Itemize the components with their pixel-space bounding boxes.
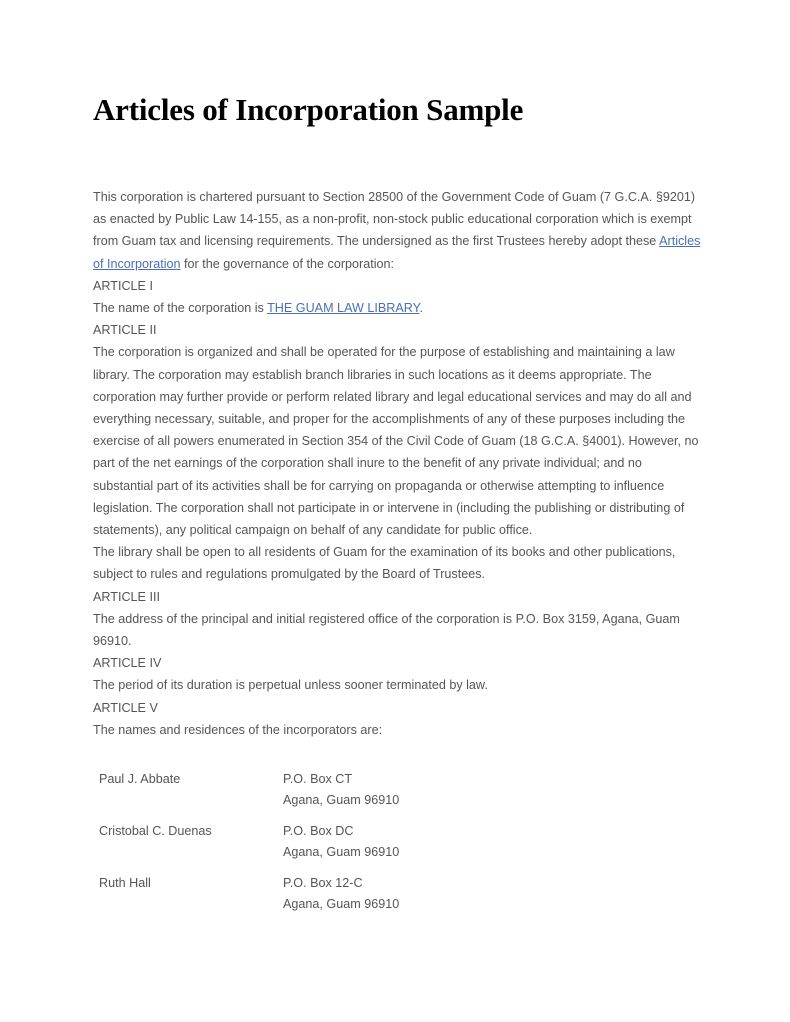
intro-text-end: for the governance of the corporation:: [180, 256, 395, 271]
incorporators-table: [99, 769, 399, 926]
address-line-1: P.O. Box CT: [283, 772, 353, 786]
address-line-2: Agana, Guam 96910: [283, 844, 400, 859]
incorporator-name: Ruth Hall: [99, 876, 151, 891]
incorporator-name: Paul J. Abbate: [99, 772, 181, 786]
address-line-1: P.O. Box 12-C: [283, 876, 363, 891]
document-title: Articles of Incorporation Sample: [93, 92, 524, 127]
article-5-heading: ARTICLE V: [93, 700, 158, 715]
article-4-heading: ARTICLE IV: [93, 656, 162, 671]
article-2-paragraph-1: The corporation is organized and shall be operated for the purpose of establishing and maintaining a law library. The corporation may establish branch libraries in such locations as it deems appropriate. The corporation may further provide or perform related library and legal educational services and may do all and everything necessary, suitable, and proper for the accomplishments of any of these purposes including the exercise of all powers enumerated in Section 354 of the Civil Code of Guam (18 G.C.A. §4001). However, no part of the net earnings of the corporation shall inure to the benefit of any private individual; and no substantial part of its activities shall be for carrying on propaganda or otherwise attempting to influence legislation. The corporation shall not participate in or intervene in (including the publishing or distributing of statements), any political campaign on behalf of any candidate for public office.: [93, 345, 699, 538]
intro-text: This corporation is chartered pursuant to Section 28500 of the Government Code of Guam (7 G.C.A. §9201) as enacted by Public Law 14-155, as a non-profit, non-stock public educational corporation which is exempt from Guam tax and licensing requirements. The undersigned as the first Trustees hereby adopt these: [93, 190, 696, 249]
incorporator-address: [283, 821, 399, 863]
document-body: [93, 186, 703, 741]
intro-paragraph: [93, 186, 703, 275]
incorporator-address: [283, 873, 399, 915]
article-4-text: The period of its duration is perpetual unless sooner terminated by law.: [93, 678, 488, 693]
article-1-text-start: The name of the corporation is: [93, 301, 268, 316]
article-3-text: The address of the principal and initial registered office of the corporation is P.O. Box 3159, Agana, Guam 96910.: [93, 611, 680, 649]
address-line-1: P.O. Box DC: [283, 824, 354, 839]
guam-law-library-link[interactable]: THE GUAM LAW LIBRARY: [267, 301, 420, 316]
incorporator-row: [99, 769, 399, 811]
incorporator-address: [283, 769, 399, 811]
article-5-text: The names and residences of the incorporators are:: [93, 722, 383, 737]
article-2-paragraph-2: The library shall be open to all residents of Guam for the examination of its books and other publications, subject to rules and regulations promulgated by the Board of Trustees.: [93, 545, 676, 582]
article-1-text-end: .: [419, 301, 423, 316]
address-line-2: Agana, Guam 96910: [283, 792, 400, 807]
article-3-heading: ARTICLE III: [93, 589, 160, 604]
article-1-heading: ARTICLE I: [93, 278, 153, 293]
incorporator-row: [99, 821, 399, 863]
incorporator-row: [99, 873, 399, 915]
articles-of-incorporation-link[interactable]: Articles of Incorporation: [93, 234, 701, 271]
article-2-heading: ARTICLE II: [93, 323, 157, 338]
article-1-text: [93, 297, 703, 319]
incorporator-name: Cristobal C. Duenas: [99, 824, 212, 839]
address-line-2: Agana, Guam 96910: [283, 897, 400, 912]
